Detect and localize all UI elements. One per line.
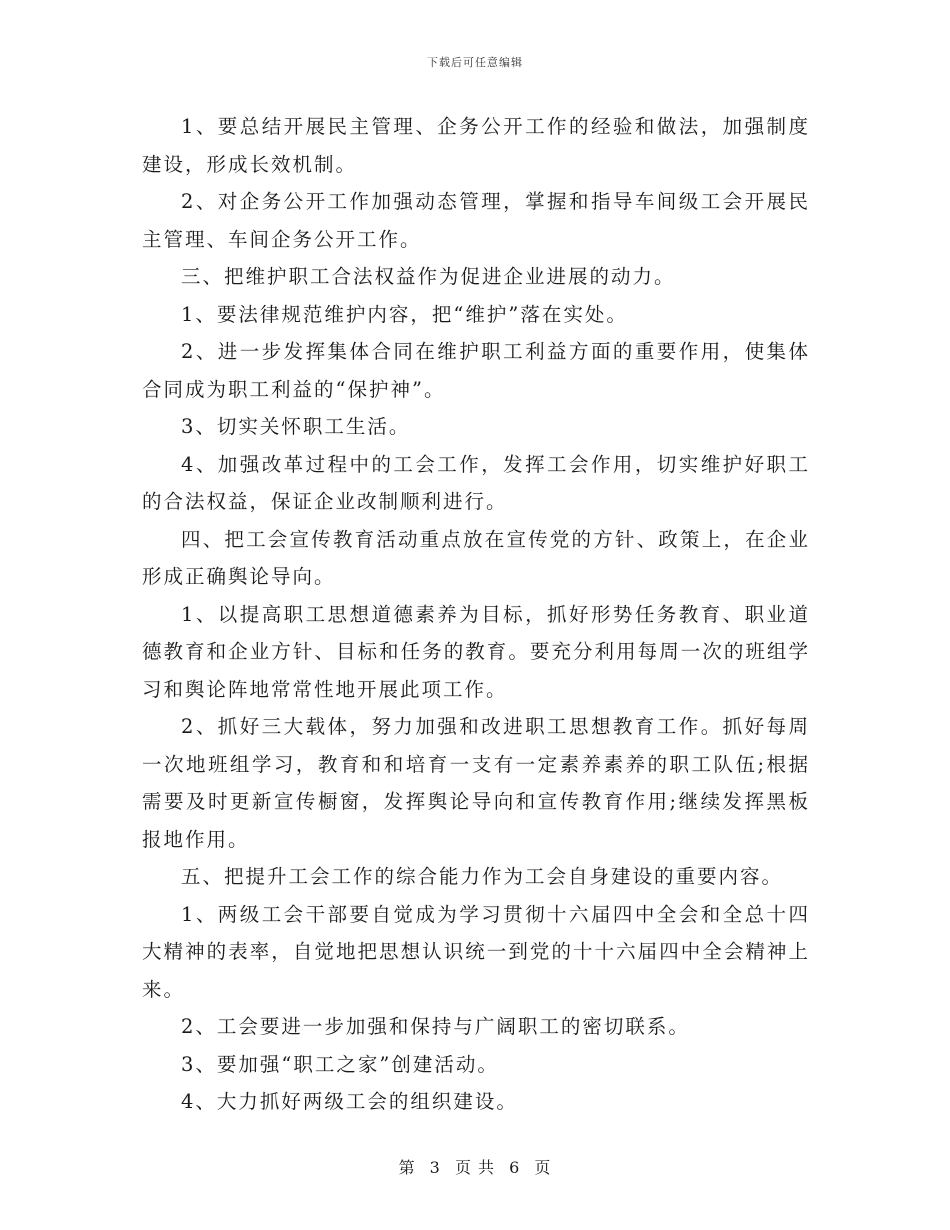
current-page-number: 3 [429, 1158, 441, 1177]
paragraph: 1、两级工会干部要自觉成为学习贯彻十六届四中全会和全总十四大精神的表率，自觉地把思想认识统一到党的十十六届四中全会精神上来。 [142, 902, 810, 1001]
footer-prefix: 第 [398, 1158, 416, 1177]
paragraph: 4、加强改革过程中的工会工作，发挥工会作用，切实维护好职工的合法权益，保证企业改制顺利进行。 [142, 452, 810, 513]
section-heading: 四、把工会宣传教育活动重点放在宣传党的方针、政策上，在企业形成正确舆论导向。 [142, 527, 810, 588]
footer-middle: 页 共 [454, 1158, 496, 1177]
paragraph: 3、要加强“职工之家”创建活动。 [181, 1052, 499, 1076]
page-header: 下载后可任意编辑 [427, 56, 523, 69]
paragraph: 2、工会要进一步加强和保持与广阔职工的密切联系。 [181, 1015, 690, 1038]
paragraph: 2、抓好三大载体，努力加强和改进职工思想教育工作。抓好每周一次地班组学习，教育和和培育一支有一定素养素养的职工队伍;根据需要及时更新宣传橱窗，发挥舆论导向和宣传教育作用;继续发挥黑板报地作用。 [142, 715, 810, 851]
paragraph: 2、对企务公开工作加强动态管理，掌握和指导车间级工会开展民主管理、车间企务公开工作。 [142, 190, 810, 251]
document-body [142, 108, 810, 1121]
paragraph: 1、要法律规范维护内容，把“维护”落在实处。 [181, 302, 628, 326]
footer-suffix: 页 [534, 1158, 552, 1177]
paragraph: 2、进一步发挥集体合同在维护职工利益方面的重要作用，使集体合同成为职工利益的“保护神”。 [142, 340, 810, 401]
paragraph: 1、以提高职工思想道德素养为目标，抓好形势任务教育、职业道德教育和企业方针、目标和任务的教育。要充分利用每周一次的班组学习和舆论阵地常常性地开展此项工作。 [142, 602, 810, 701]
section-heading: 五、把提升工会工作的综合能力作为工会自身建设的重要内容。 [181, 865, 784, 888]
total-page-number: 6 [509, 1158, 521, 1177]
paragraph: 4、大力抓好两级工会的组织建设。 [181, 1090, 518, 1113]
paragraph: 3、切实关怀职工生活。 [181, 415, 411, 438]
page-footer [0, 1155, 950, 1178]
section-heading: 三、把维护职工合法权益作为促进企业进展的动力。 [181, 265, 676, 288]
paragraph: 1、要总结开展民主管理、企务公开工作的经验和做法，加强制度建设，形成长效机制。 [142, 115, 810, 176]
